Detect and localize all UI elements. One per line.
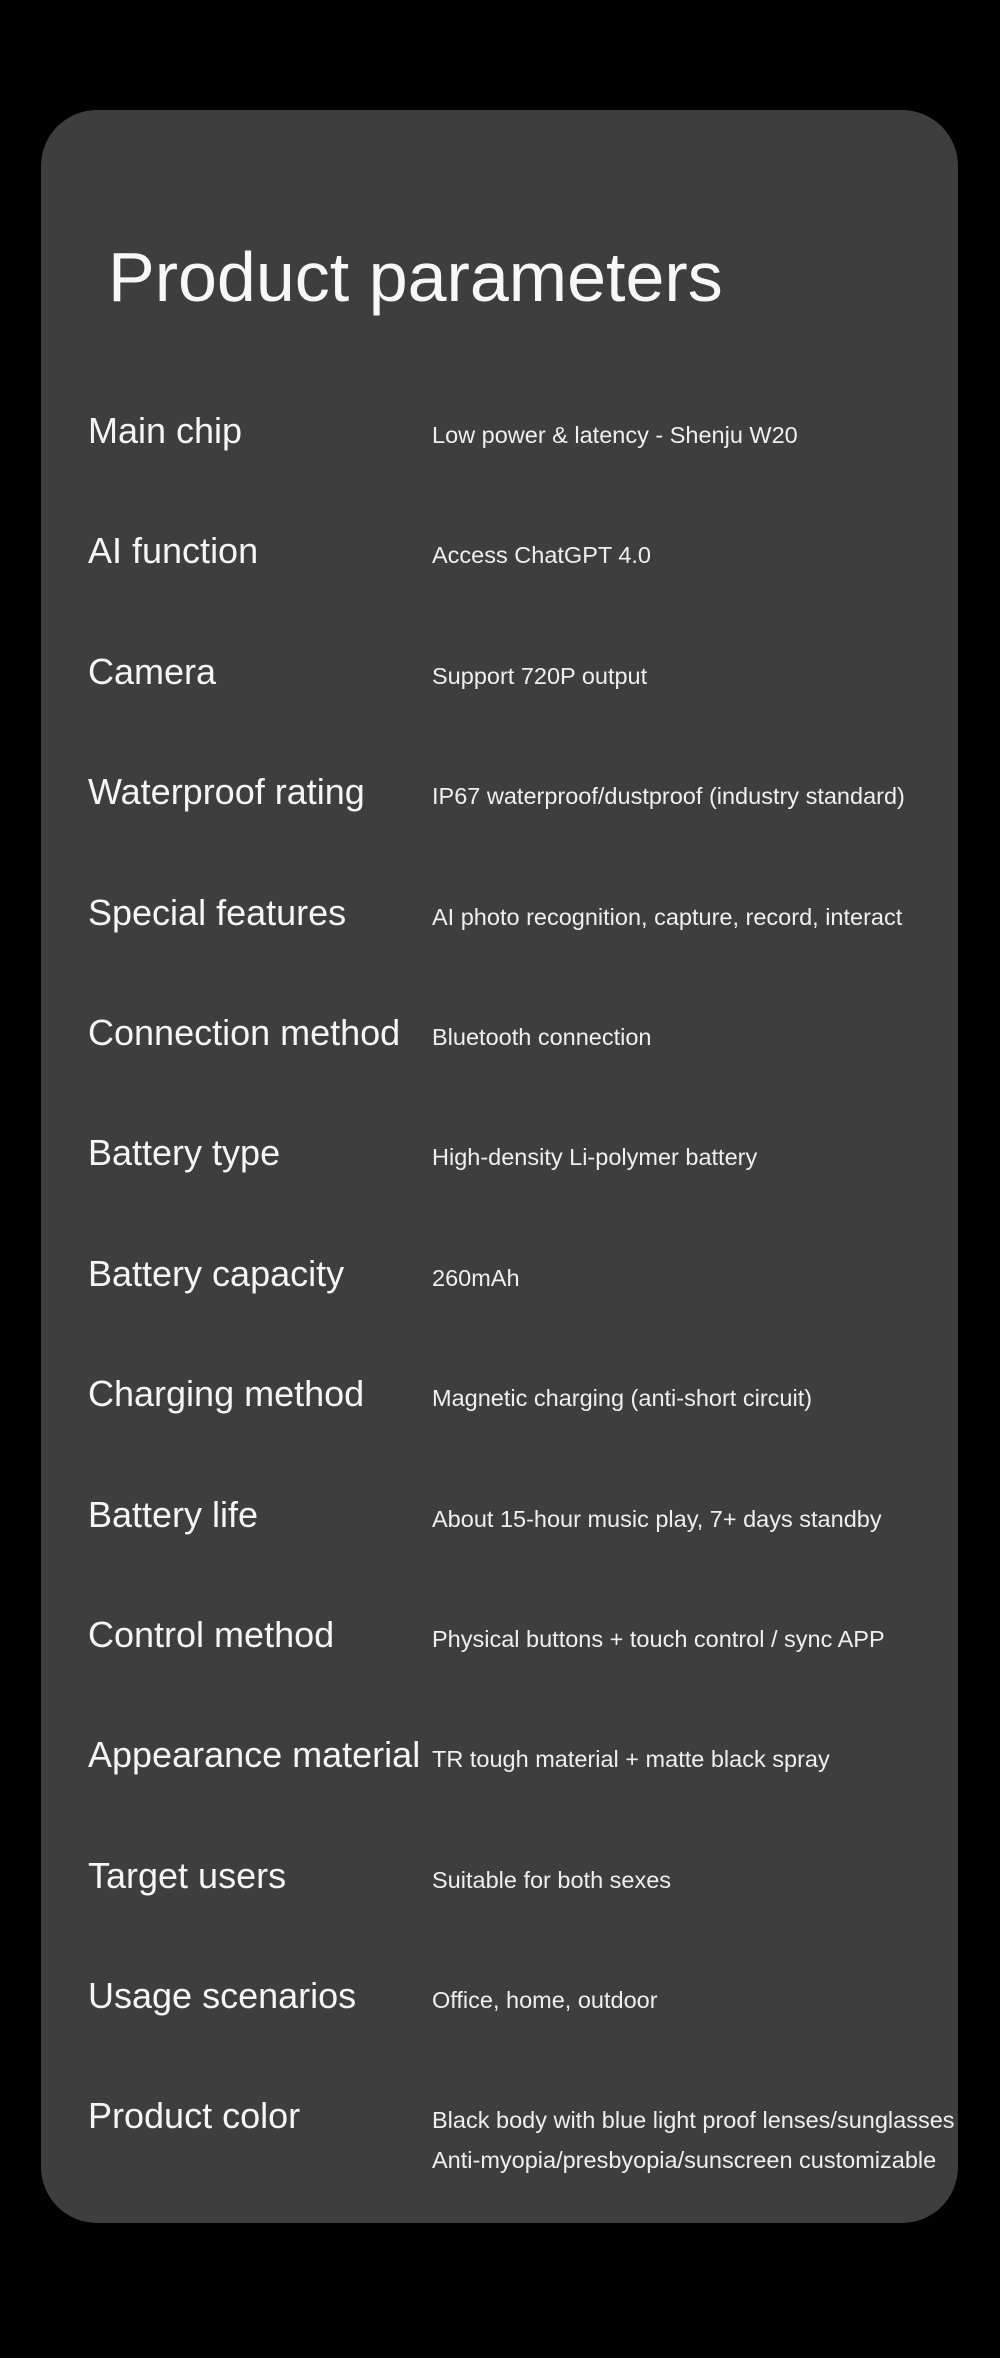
parameter-value-line: Anti-myopia/presbyopia/sunscreen customizable	[432, 2147, 937, 2174]
parameter-value	[432, 1499, 882, 1539]
parameter-value-line: About 15-hour music play, 7+ days standby	[432, 1505, 882, 1532]
parameter-label: Special features	[88, 891, 347, 933]
parameter-value	[432, 897, 902, 937]
parameter-label: Appearance material	[88, 1734, 421, 1776]
parameter-row	[41, 1453, 958, 1573]
parameter-value-line: Support 720P output	[432, 662, 648, 689]
parameter-value-line: Bluetooth connection	[432, 1023, 652, 1050]
parameter-row	[41, 369, 958, 489]
parameter-value-line: Suitable for both sexes	[432, 1866, 672, 1893]
parameter-row	[41, 1693, 958, 1813]
parameter-row	[41, 1091, 958, 1211]
parameter-label: Battery capacity	[88, 1252, 345, 1294]
parameter-label: Main chip	[88, 410, 243, 451]
parameter-value-line: AI photo recognition, capture, record, interact	[432, 903, 903, 930]
parameter-label: Connection method	[88, 1011, 401, 1053]
parameter-label: Target users	[88, 1854, 287, 1896]
parameter-value	[432, 1137, 757, 1177]
parameter-value	[432, 1619, 885, 1659]
parameter-value-line: Office, home, outdoor	[432, 1987, 658, 2014]
page-title: Product parameters	[108, 238, 723, 316]
product-parameters-card	[41, 110, 958, 2223]
parameter-value	[432, 2100, 955, 2180]
parameter-row	[41, 1212, 958, 1332]
parameter-value	[432, 535, 651, 575]
parameter-value-line: Physical buttons + touch control / sync APP	[432, 1625, 885, 1652]
parameter-value	[432, 776, 905, 816]
parameter-row	[41, 971, 958, 1091]
parameter-label: Usage scenarios	[88, 1975, 357, 2017]
parameter-row	[41, 1934, 958, 2054]
parameters-list	[41, 369, 958, 2175]
parameter-label: Battery life	[88, 1493, 259, 1535]
parameter-row	[41, 730, 958, 850]
parameter-label: Product color	[88, 2095, 301, 2137]
parameter-value-line: Magnetic charging (anti-short circuit)	[432, 1385, 813, 1412]
parameter-value-line: IP67 waterproof/dustproof (industry standard)	[432, 783, 905, 810]
parameter-value	[432, 415, 798, 455]
parameter-value	[432, 1017, 652, 1057]
parameter-label: Charging method	[88, 1373, 365, 1415]
parameter-label: Control method	[88, 1613, 335, 1655]
parameter-row	[41, 851, 958, 971]
parameter-row	[41, 2054, 958, 2174]
parameter-value	[432, 1980, 658, 2020]
parameter-value-line: TR tough material + matte black spray	[432, 1746, 830, 1773]
parameter-label: AI function	[88, 530, 259, 572]
parameter-value	[432, 656, 647, 696]
parameter-row	[41, 1573, 958, 1693]
parameter-value-line: Low power & latency - Shenju W20	[432, 422, 798, 448]
parameter-value-line: 260mAh	[432, 1264, 520, 1291]
parameter-value-line: High-density Li-polymer battery	[432, 1144, 758, 1171]
parameter-value	[432, 1739, 830, 1779]
parameter-label: Battery type	[88, 1132, 281, 1174]
parameter-row	[41, 1332, 958, 1452]
parameter-value-line: Black body with blue light proof lenses/sunglasses	[432, 2107, 955, 2134]
parameter-value-line: Access ChatGPT 4.0	[432, 542, 651, 569]
parameter-row	[41, 489, 958, 609]
parameter-value	[432, 1860, 671, 1900]
parameter-row	[41, 1814, 958, 1934]
parameter-label: Camera	[88, 650, 217, 692]
parameter-row	[41, 610, 958, 730]
parameter-label: Waterproof rating	[88, 771, 365, 813]
parameter-value	[432, 1258, 520, 1298]
parameter-value	[432, 1378, 812, 1418]
